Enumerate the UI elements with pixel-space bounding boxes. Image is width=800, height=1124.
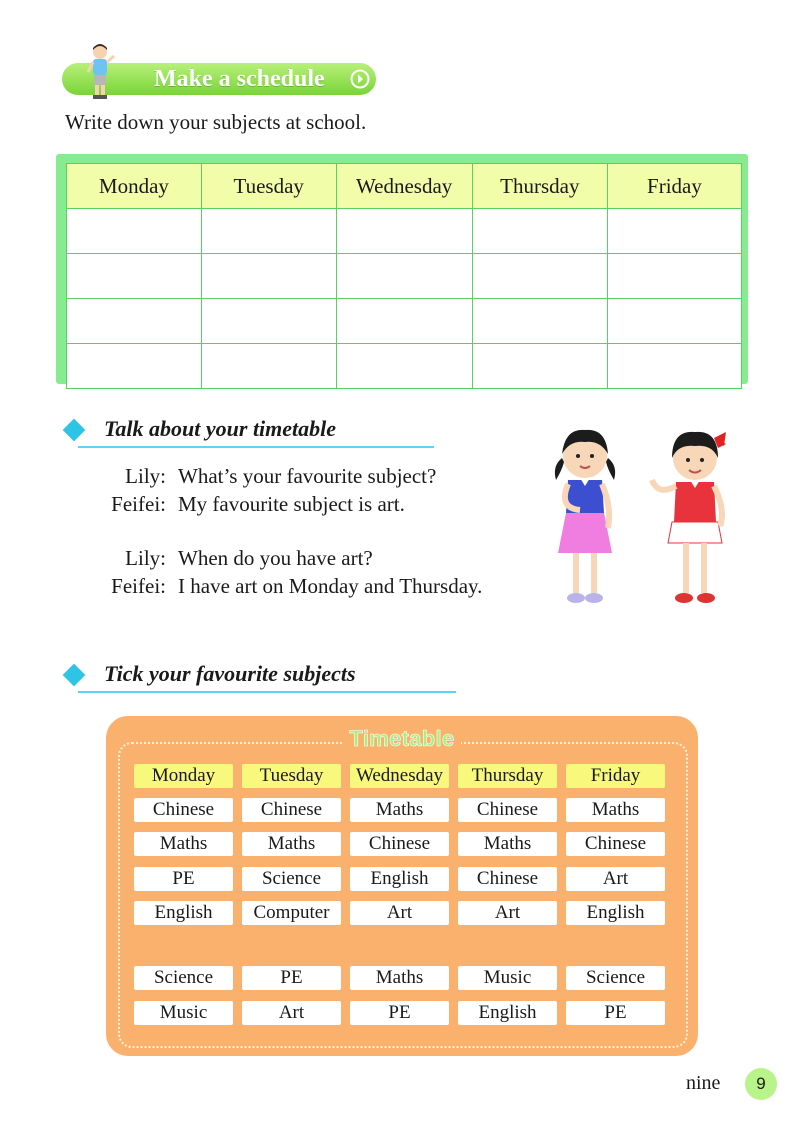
schedule-cell[interactable]	[336, 344, 472, 389]
schedule-row	[67, 344, 742, 389]
subject-cell[interactable]: Maths	[566, 798, 665, 822]
schedule-cell[interactable]	[607, 299, 741, 344]
subject-cell[interactable]: Maths	[242, 832, 341, 856]
subject-cell[interactable]: Science	[242, 867, 341, 891]
schedule-cell[interactable]	[336, 299, 472, 344]
schedule-cell[interactable]	[472, 209, 607, 254]
subject-cell[interactable]: Chinese	[350, 832, 449, 856]
schedule-cell[interactable]	[472, 299, 607, 344]
subject-cell[interactable]: PE	[134, 867, 233, 891]
subject-cell[interactable]: Chinese	[242, 798, 341, 822]
subject-cell[interactable]: English	[134, 901, 233, 925]
timetable-title-text: Timetable	[344, 726, 461, 751]
subject-cell[interactable]: Art	[242, 1001, 341, 1025]
schedule-cell[interactable]	[607, 344, 741, 389]
schedule-cell[interactable]	[67, 209, 202, 254]
boy-illustration	[80, 42, 120, 100]
subject-cell[interactable]: Art	[458, 901, 557, 925]
schedule-header-row	[67, 164, 742, 209]
arrow-right-circle-icon	[350, 69, 370, 89]
timetable-day-header: Thursday	[458, 764, 557, 788]
subject-cell[interactable]: Music	[458, 966, 557, 990]
schedule-cell[interactable]	[67, 299, 202, 344]
schedule-cell[interactable]	[472, 254, 607, 299]
speaker-name: Lily:	[125, 464, 166, 488]
subject-cell[interactable]: English	[350, 867, 449, 891]
girls-illustration	[540, 418, 750, 613]
timetable-day-header: Wednesday	[350, 764, 449, 788]
subject-cell[interactable]: English	[566, 901, 665, 925]
page-number-badge: 9	[745, 1068, 777, 1100]
diamond-bullet-icon	[63, 664, 86, 687]
timetable-day-header: Tuesday	[242, 764, 341, 788]
timetable-day-header: Monday	[134, 764, 233, 788]
schedule-cell[interactable]	[67, 344, 202, 389]
subject-cell[interactable]: Art	[566, 867, 665, 891]
speech-text: What’s your favourite subject?	[178, 464, 437, 488]
speech-text: I have art on Monday and Thursday.	[178, 574, 483, 598]
timetable-day-header: Friday	[566, 764, 665, 788]
day-header: Friday	[607, 164, 741, 209]
subject-cell[interactable]: PE	[350, 1001, 449, 1025]
day-header: Wednesday	[336, 164, 472, 209]
subject-cell[interactable]: Music	[134, 1001, 233, 1025]
feifei-figure	[652, 432, 726, 603]
subject-cell[interactable]: PE	[566, 1001, 665, 1025]
subject-cell[interactable]: English	[458, 1001, 557, 1025]
page-number-word: nine	[686, 1072, 721, 1094]
heading-underline	[78, 691, 456, 693]
schedule-cell[interactable]	[201, 344, 336, 389]
schedule-cell[interactable]	[201, 209, 336, 254]
section-title: Make a schedule	[154, 66, 325, 92]
subject-cell[interactable]: Maths	[350, 966, 449, 990]
schedule-cell[interactable]	[201, 299, 336, 344]
blank-schedule-table	[66, 163, 742, 389]
instruction-text: Write down your subjects at school.	[65, 110, 367, 134]
subject-cell[interactable]: Chinese	[134, 798, 233, 822]
day-header: Thursday	[472, 164, 607, 209]
speaker-name: Feifei:	[111, 492, 166, 516]
day-header: Tuesday	[201, 164, 336, 209]
tick-heading-text: Tick your favourite subjects	[104, 661, 356, 686]
speech-text: My favourite subject is art.	[178, 492, 405, 516]
schedule-cell[interactable]	[607, 254, 741, 299]
speaker-name: Feifei:	[111, 574, 166, 598]
schedule-row	[67, 209, 742, 254]
schedule-row	[67, 254, 742, 299]
schedule-cell[interactable]	[67, 254, 202, 299]
schedule-cell[interactable]	[472, 344, 607, 389]
subject-cell[interactable]: Computer	[242, 901, 341, 925]
timetable-title	[106, 726, 698, 752]
schedule-cell[interactable]	[336, 254, 472, 299]
subject-cell[interactable]: Science	[566, 966, 665, 990]
subject-cell[interactable]: Chinese	[458, 798, 557, 822]
subject-cell[interactable]: PE	[242, 966, 341, 990]
schedule-cell[interactable]	[336, 209, 472, 254]
subject-cell[interactable]: Chinese	[458, 867, 557, 891]
speech-text: When do you have art?	[178, 546, 373, 570]
timetable-panel	[106, 716, 698, 1056]
schedule-cell[interactable]	[201, 254, 336, 299]
subject-cell[interactable]: Science	[134, 966, 233, 990]
subject-cell[interactable]: Art	[350, 901, 449, 925]
subject-cell[interactable]: Maths	[458, 832, 557, 856]
heading-underline	[78, 446, 434, 448]
subject-cell[interactable]: Maths	[350, 798, 449, 822]
lily-figure	[555, 430, 615, 603]
talk-heading-text: Talk about your timetable	[104, 416, 337, 441]
speaker-name: Lily:	[125, 546, 166, 570]
diamond-bullet-icon	[63, 419, 86, 442]
schedule-cell[interactable]	[607, 209, 741, 254]
day-header: Monday	[67, 164, 202, 209]
subject-cell[interactable]: Maths	[134, 832, 233, 856]
subject-cell[interactable]: Chinese	[566, 832, 665, 856]
schedule-row	[67, 299, 742, 344]
